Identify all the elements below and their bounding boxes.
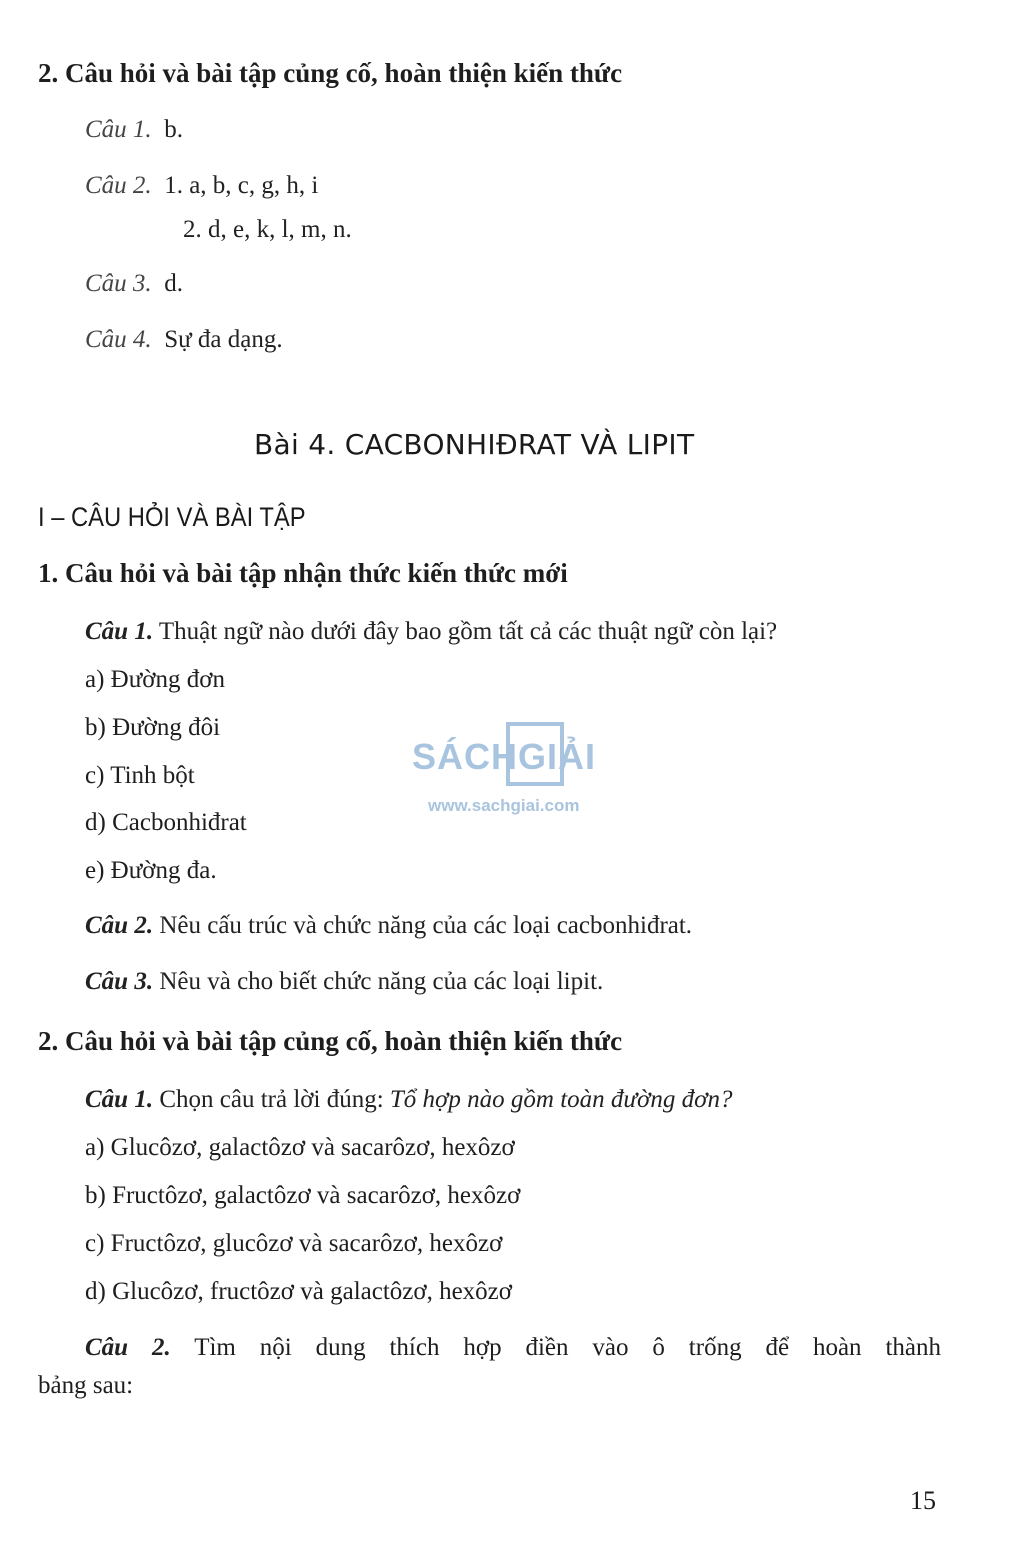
question-label: Câu 1. (85, 1086, 154, 1113)
option-item: b) Fructôzơ, galactôzơ và sacarôzơ, hexôzơ (85, 1182, 521, 1209)
question-text: Chọn câu trả lời đúng: (159, 1086, 384, 1113)
section-heading-1: 1. Câu hỏi và bài tập nhận thức kiến thức mới (38, 558, 568, 588)
answer-label: Câu 4. (85, 326, 152, 353)
answer-line (85, 116, 183, 144)
answer-text: 2. d, e, k, l, m, n. (183, 216, 352, 243)
answer-text: d. (164, 270, 183, 297)
option-item: a) Đường đơn (85, 666, 225, 693)
section-heading-2: 2. Câu hỏi và bài tập củng cố, hoàn thiện kiến thức (38, 1026, 623, 1056)
option-item: d) Glucôzơ, fructôzơ và galactôzơ, hexôzơ (85, 1278, 513, 1305)
answer-label: Câu 1. (85, 116, 152, 143)
option-item: b) Đường đôi (85, 714, 221, 741)
answer-line (85, 172, 318, 200)
question-text: Thuật ngữ nào dưới đây bao gồm tất cả các thuật ngữ còn lại? (158, 618, 778, 645)
question-label: Câu 2. (85, 1334, 171, 1361)
option-item: a) Glucôzơ, galactôzơ và sacarôzơ, hexôzơ (85, 1134, 515, 1161)
watermark-brand-left: SÁCH (412, 736, 519, 777)
watermark-brand-box: G (518, 736, 548, 777)
answer-label: Câu 3. (85, 270, 152, 297)
watermark-url: www.sachgiai.com (428, 796, 580, 815)
option-item: e) Đường đa. (85, 857, 217, 884)
question-label: Câu 2. (85, 912, 154, 939)
page-number: 15 (910, 1486, 936, 1515)
answer-text: Sự đa dạng. (164, 326, 283, 353)
question-italic-text: Tổ hợp nào gồm toàn đường đơn? (389, 1086, 733, 1113)
question-line (85, 912, 692, 940)
question-text: Nêu và cho biết chức năng của các loại lipit. (159, 968, 604, 995)
answer-line (85, 326, 283, 354)
watermark-brand-right: IẢI (547, 736, 597, 777)
answer-text: 1. a, b, c, g, h, i (164, 172, 319, 199)
part-heading: I – CÂU HỎI VÀ BÀI TẬP (38, 502, 306, 532)
question-continuation: bảng sau: (38, 1372, 134, 1399)
question-label: Câu 3. (85, 968, 154, 995)
question-line (85, 1086, 732, 1114)
watermark-brand (412, 736, 596, 778)
question-line (85, 968, 603, 996)
question-line (85, 1334, 941, 1362)
question-text: Nêu cấu trúc và chức năng của các loại cacbonhiđrat. (159, 912, 693, 939)
lesson-title: Bài 4. CACBONHIĐRAT VÀ LIPIT (254, 428, 695, 461)
answer-line (85, 270, 183, 298)
option-item: d) Cacbonhiđrat (85, 809, 247, 836)
watermark-logo (408, 722, 618, 822)
section-heading-top: 2. Câu hỏi và bài tập củng cố, hoàn thiện kiến thức (38, 58, 623, 88)
answer-text: b. (164, 116, 183, 143)
question-label: Câu 1. (85, 618, 154, 645)
answer-label: Câu 2. (85, 172, 152, 199)
option-item: c) Fructôzơ, glucôzơ và sacarôzơ, hexôzơ (85, 1230, 503, 1257)
option-item: c) Tinh bột (85, 762, 195, 789)
answer-line (183, 216, 352, 244)
question-text: Tìm nội dung thích hợp điền vào ô trống để hoàn thành (194, 1334, 941, 1361)
question-line (85, 618, 777, 646)
